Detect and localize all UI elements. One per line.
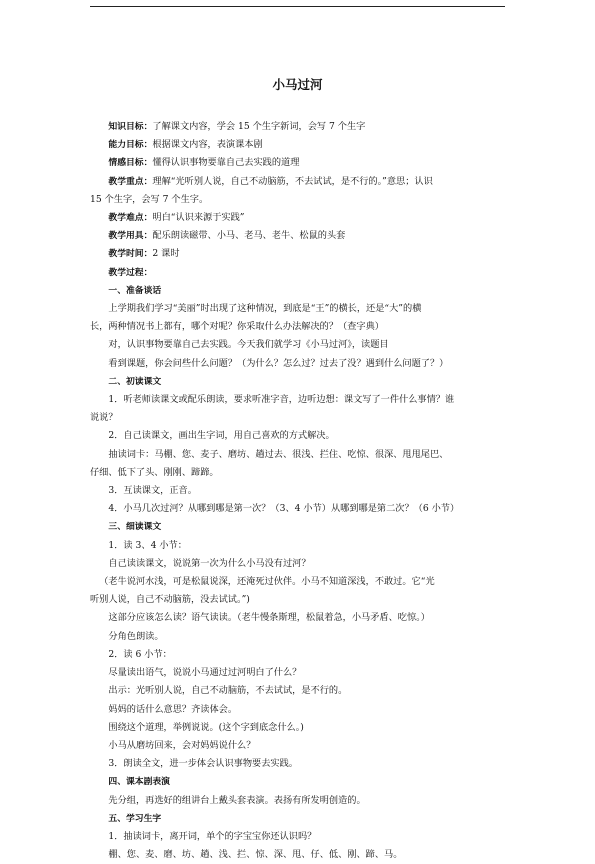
text-line: [90, 136, 505, 154]
line-text: 15 个生字，会写 7 个生字。: [90, 193, 209, 205]
line-label: 知识目标：: [108, 122, 153, 132]
text-line: [90, 446, 505, 464]
line-label: 教学时间：: [108, 249, 153, 260]
line-text: 抽读词卡：马棚、您、麦子、磨坊、趟过去、很浅、拦住、吃惊、很深、甩甩尾巴、: [108, 448, 449, 460]
line-text: 这部分应该怎么读？语气读读。（老牛慢条斯理，松鼠着急，小马矛盾、吃惊。）: [108, 612, 430, 624]
text-line: [90, 482, 505, 500]
line-text: 根据课文内容，表演课本剧: [152, 139, 263, 151]
text-line: [90, 355, 505, 373]
line-label: 教学重点：: [108, 176, 153, 187]
text-line: [90, 755, 505, 773]
text-line: [90, 318, 505, 336]
line-label: 能力目标：: [108, 140, 153, 151]
text-line: [90, 792, 505, 810]
text-line: [90, 336, 505, 354]
text-line: [90, 118, 505, 136]
line-text: 2．自己读课文，画出生字词，用自己喜欢的方式解决。: [108, 430, 335, 442]
text-line: [90, 464, 505, 482]
line-text: 长，两种情况书上都有，哪个对呢？你采取什么办法解决的？（查字典）: [90, 321, 384, 333]
text-line: [90, 518, 505, 536]
text-line: [90, 500, 505, 518]
line-text: 围绕这个道理，举例说说。(这个字到底念什么。): [108, 721, 304, 733]
text-line: [90, 646, 505, 664]
text-line: [90, 154, 505, 172]
line-text: 3．朗读全文，进一步体会认识事物要去实践。: [108, 758, 298, 770]
line-text: 2．读 6 小节：: [108, 648, 172, 660]
line-text: （老牛说河水浅，可是松鼠说深，还淹死过伙伴。小马不知道深浅，不敢过。它“光: [99, 576, 435, 588]
text-line: [90, 191, 505, 209]
line-text: 棚、您、麦、磨、坊、趟、浅、拦、惊、深、甩、仔、低、刚、蹄、马。: [108, 849, 403, 861]
text-line: [90, 591, 505, 609]
text-line: [90, 282, 505, 300]
text-line: [90, 227, 505, 245]
line-text: 3．互读课文，正音。: [108, 485, 197, 497]
line-text: 配乐朗读磁带、小马、老马、老牛、松鼠的头套: [152, 230, 346, 242]
line-label: 四、课本剧表演: [108, 777, 170, 788]
text-line: [90, 682, 505, 700]
text-line: [90, 537, 505, 555]
text-line: [90, 427, 505, 445]
text-line: [90, 628, 505, 646]
text-line: [90, 664, 505, 682]
line-text: 分角色朗读。: [108, 630, 164, 642]
text-line: [90, 245, 505, 263]
text-line: [90, 209, 505, 227]
line-text: 2 课时: [152, 248, 180, 260]
line-text: 1．读 3、4 小节：: [108, 539, 187, 551]
line-label: 情感目标：: [108, 158, 153, 169]
text-line: [90, 391, 505, 409]
line-text: 明白“认识来源于实践”: [152, 212, 245, 224]
line-text: 妈妈的话什么意思？齐读体会。: [108, 703, 238, 715]
line-text: 懂得认识事物要靠自己去实践的道理: [152, 157, 300, 169]
text-line: [90, 701, 505, 719]
line-label: 五、学习生字: [108, 813, 162, 824]
line-label: 教学用具：: [108, 231, 153, 242]
line-label: 教学过程：: [108, 267, 153, 278]
document-page: [90, 77, 505, 864]
text-line: [90, 300, 505, 318]
text-line: [90, 573, 505, 591]
line-text: 尽量读出语气，说说小马通过过河明白了什么？: [108, 667, 302, 679]
text-line: [90, 810, 505, 828]
line-text: 出示：光听别人说，自己不动脑筋，不去试试，是不行的。: [108, 685, 348, 697]
document-body: [90, 118, 505, 864]
line-text: 对，认识事物要靠自己去实践。今天我们就学习《小马过河》，读题目: [108, 339, 389, 351]
line-text: 小马从磨坊回来，会对妈妈说什么？: [108, 739, 256, 751]
line-text: 仔细、低下了头、刚刚、蹄蹄。: [90, 466, 219, 478]
text-line: [90, 828, 505, 846]
line-label: 教学难点：: [108, 213, 153, 224]
line-label: 一、准备谈话: [108, 285, 162, 296]
text-line: [90, 555, 505, 573]
line-text: 理解“光听别人说，自己不动脑筋，不去试试，是不行的。”意思；认识: [152, 175, 433, 187]
line-label: 三、细读课文: [108, 522, 162, 533]
line-text: 听别人说，自己不动脑筋，没去试试。”): [90, 594, 250, 606]
line-text: 1．听老师读课文或配乐朗读，要求听准字音，边听边想：课文写了一件什么事情？谁: [108, 394, 455, 406]
text-line: [90, 609, 505, 627]
line-text: 1．抽读词卡，离开词，单个的字宝宝你还认识吗？: [108, 830, 317, 842]
line-text: 说说？: [90, 412, 118, 424]
text-line: [90, 737, 505, 755]
text-line: [90, 719, 505, 737]
text-line: [90, 264, 505, 282]
line-text: 了解课文内容，学会 15 个生字新词，会写 7 个生字: [152, 121, 366, 132]
text-line: [90, 409, 505, 427]
top-rule: [90, 6, 505, 7]
line-text: 先分组，再选好的组讲台上戴头套表演。表扬有所发明创造的。: [108, 794, 366, 806]
text-line: [90, 846, 505, 864]
line-text: 上学期我们学习“美丽”时出现了这种情况，到底是“王”的横长，还是“大”的横: [108, 303, 422, 315]
text-line: [90, 773, 505, 791]
line-text: 自己读读课文，说说第一次为什么小马没有过河？: [108, 557, 311, 569]
page-title: 小马过河: [272, 77, 323, 92]
line-text: 看到课题，你会问些什么问题？（为什么？怎么过？过去了没？遇到什么问题了？）: [108, 357, 449, 369]
line-text: 4．小马几次过河？从哪到哪是第一次？（3、4 小节）从哪到哪是第二次？（6 小节）: [108, 503, 460, 515]
text-line: [90, 173, 505, 191]
line-label: 二、初读课文: [108, 376, 162, 387]
text-line: [90, 373, 505, 391]
